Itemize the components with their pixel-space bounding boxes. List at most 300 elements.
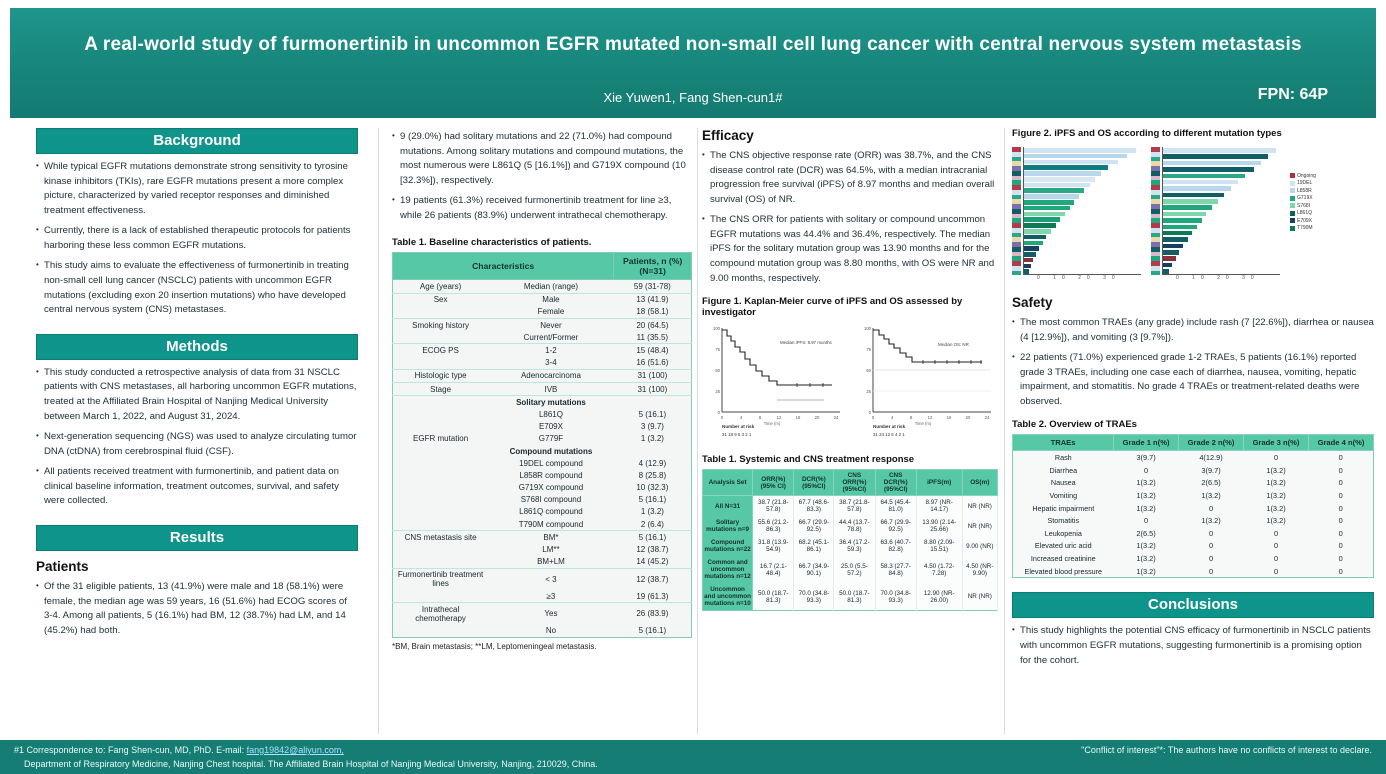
- svg-text:75: 75: [866, 347, 871, 353]
- svg-text:25: 25: [866, 389, 871, 395]
- ipfs-cell: 8.97 (NR-14.17): [916, 496, 962, 517]
- characteristic-cell: [393, 506, 489, 518]
- subcategory-cell: IVB: [488, 382, 614, 395]
- legend-item: [1290, 195, 1316, 201]
- analysis-set-cell: All N=31: [703, 496, 753, 517]
- analysis-set-cell: Uncommon and uncommon mutations n=10: [703, 583, 753, 611]
- swimmer-bar: [1024, 194, 1079, 199]
- svg-text:100: 100: [713, 326, 720, 332]
- legend-label: 19DEL: [1297, 180, 1313, 186]
- value-cell: 14 (45.2): [636, 557, 669, 567]
- cns-orr-cell: 36.4 (17.2-59.3): [834, 536, 875, 556]
- swimmer-bar: [1163, 161, 1261, 166]
- svg-text:25: 25: [715, 389, 720, 395]
- grade1-cell: 1(3.2): [1136, 541, 1156, 551]
- legend-item: [1290, 203, 1316, 209]
- legend-item: [1290, 218, 1316, 224]
- characteristic-cell: ECOG PS: [393, 344, 489, 357]
- svg-text:4: 4: [739, 415, 743, 421]
- value-cell: 5 (16.1): [638, 625, 667, 635]
- efficacy-bullets: [702, 149, 998, 286]
- swimmer-bar: [1163, 231, 1192, 236]
- column-baseline-table: [392, 128, 692, 734]
- cns-dcr-cell: 63.6 (40.7-82.8): [875, 536, 916, 556]
- value-cell: 31 (100): [614, 369, 692, 382]
- column-divider-3: [1004, 128, 1005, 734]
- svg-text:4: 4: [890, 415, 894, 421]
- subcategory-cell: Solitary mutations: [488, 396, 614, 409]
- col-traes: TRAEs: [1013, 435, 1114, 451]
- km-plot-os: [853, 322, 998, 444]
- col-cns-dcr: CNS DCR(%) (95%CI): [875, 470, 916, 496]
- table-row: [393, 331, 692, 344]
- ipfs-cell: 8.80 (2.09-15.51): [916, 536, 962, 556]
- trae-name-cell: Diarrhea: [1049, 465, 1078, 475]
- grade4-cell: 0: [1338, 528, 1343, 538]
- legend-label: S768I: [1297, 202, 1311, 209]
- subcategory-cell: BM+LM: [537, 557, 565, 567]
- legend-label: T790M: [1297, 225, 1313, 231]
- characteristic-cell: [393, 543, 489, 555]
- analysis-set-cell: Solitary mutations n=9: [703, 516, 753, 536]
- methods-bullet: • All patients received treatment with furmonertinib, and patient data on clinical baseline information, treatment outcomes, survival, and safety were collected.: [36, 465, 358, 509]
- table-row: [393, 344, 692, 357]
- subcategory-cell: Never: [488, 319, 614, 332]
- cns-orr-cell: 25.0 (5.5-57.2): [834, 556, 875, 583]
- table-row: [393, 531, 692, 544]
- table-row: [393, 543, 692, 555]
- dcr-cell: 67.7 (48.6-83.3): [794, 496, 834, 517]
- poster-footer: [0, 740, 1386, 774]
- results-section-header: Results: [36, 525, 358, 551]
- grade3-cell: 1(3.2): [1266, 516, 1286, 526]
- grade2-cell: 3(9.7): [1201, 465, 1221, 475]
- trae-table-header-row: [1013, 435, 1374, 451]
- value-cell: 26 (83.9): [614, 603, 692, 625]
- grade4-cell: 0: [1338, 516, 1343, 526]
- svg-text:20: 20: [814, 415, 820, 421]
- characteristic-cell: [393, 494, 489, 506]
- patients-bullet: • Of the 31 eligible patients, 13 (41.9%) were male and 18 (58.1%) were female, the median age was 59 years, 16 (51.6%) had ECOG scores of 3-4. Among all patients, 5 (16.1%) had BM, 12 (38.7%) had LM, and 14 (45.2%) had both.: [36, 580, 358, 638]
- subcategory-cell: ≥3: [546, 591, 556, 601]
- value-cell: 12 (38.7): [614, 568, 692, 590]
- safety-bullet: • The most common TRAEs (any grade) include rash (7 [22.6%]), diarrhea or nausea (4 [12.9%]), and vomiting (3 [9.7%]).: [1012, 316, 1374, 345]
- cns-dcr-cell: 70.0 (34.8-93.3): [875, 583, 916, 611]
- grade4-cell: 0: [1338, 554, 1343, 564]
- ipfs-cell: 4.50 (1.72-7.28): [916, 556, 962, 583]
- table-row: [393, 506, 692, 518]
- subcategory-cell: L861Q compound: [519, 507, 583, 517]
- grade3-cell: 1(3.2): [1266, 491, 1286, 501]
- characteristic-cell: [393, 331, 489, 344]
- patients-subheading: Patients: [36, 558, 89, 574]
- legend-swatch-icon: [1290, 173, 1295, 178]
- table-row: [703, 516, 998, 536]
- table-row: [393, 369, 692, 382]
- km-ipfs-at-risk: 31 18 9 5 3 2 1: [722, 432, 752, 438]
- os-cell: 9.00 (NR): [962, 536, 997, 556]
- table-row: [1013, 464, 1374, 477]
- swimmer-bar: [1024, 171, 1101, 176]
- subcategory-cell: S768I compound: [520, 495, 582, 505]
- swimmer-bar: [1163, 263, 1172, 268]
- characteristic-cell: [393, 306, 489, 319]
- swimmer-bar: [1163, 256, 1176, 261]
- grade4-cell: 0: [1338, 541, 1343, 551]
- dcr-cell: 70.0 (34.8-93.3): [794, 583, 834, 611]
- table-row: [393, 408, 692, 420]
- os-bars: [1162, 147, 1280, 275]
- swimmer-bar: [1024, 177, 1095, 182]
- table-row: [393, 280, 692, 293]
- col-analysis-set: Analysis Set: [703, 470, 753, 496]
- response-table-caption: Table 1. Systemic and CNS treatment response: [702, 454, 915, 466]
- conclusions-section-header: Conclusions: [1012, 592, 1374, 618]
- characteristic-cell: [393, 481, 489, 493]
- swimmer-bar: [1163, 193, 1224, 198]
- swimmer-bar: [1163, 174, 1245, 179]
- table-row: [393, 457, 692, 469]
- legend-item: [1290, 180, 1316, 186]
- col-ipfs: iPFS(m): [916, 470, 962, 496]
- subcategory-cell: Adenocarcinoma: [488, 369, 614, 382]
- subcategory-cell: 1-2: [488, 344, 614, 357]
- legend-swatch-icon: [1290, 218, 1295, 223]
- characteristic-cell: Furmonertinib treatment lines: [393, 568, 489, 590]
- value-cell: 8 (25.8): [638, 470, 667, 480]
- response-table-header-row: [703, 470, 998, 496]
- results-bullet: • 9 (29.0%) had solitary mutations and 22 (71.0%) had compound mutations. Among solitary mutations and compound mutations, the most numerous were L861Q (5 [16.1%]) and G719X compound (10 [32.3%]), respectively.: [392, 130, 692, 188]
- orr-cell: 50.0 (18.7-81.3): [753, 583, 794, 611]
- swimmer-bar: [1163, 167, 1254, 172]
- svg-text:16: 16: [946, 415, 952, 421]
- subcategory-cell: Current/Former: [523, 332, 579, 342]
- value-cell: 31 (100): [614, 382, 692, 395]
- svg-text:24: 24: [984, 415, 990, 421]
- dcr-cell: 68.2 (45.1-86.1): [794, 536, 834, 556]
- trae-name-cell: Hepatic impairment: [1032, 503, 1095, 513]
- grade1-cell: 1(3.2): [1136, 566, 1156, 576]
- figure2-ipfs-panel: [1012, 143, 1141, 285]
- table-row: [393, 469, 692, 481]
- trae-name-cell: Leukopenia: [1044, 528, 1082, 538]
- grade1-cell: 1(3.2): [1136, 503, 1156, 513]
- baseline-header-characteristics: Characteristics: [393, 253, 614, 280]
- figure2-os-panel: [1151, 143, 1280, 285]
- value-cell: 16 (51.6): [636, 358, 669, 368]
- correspondence-line: [14, 745, 344, 755]
- grade3-cell: 0: [1273, 566, 1279, 576]
- legend-item: [1290, 173, 1316, 179]
- value-cell: 20 (64.5): [614, 319, 692, 332]
- baseline-header-patients: Patients, n (%) (N=31): [614, 253, 692, 280]
- subcategory-cell: 3-4: [545, 358, 557, 368]
- swimmer-bar: [1163, 148, 1276, 153]
- grade4-cell: 0: [1338, 566, 1343, 576]
- value-cell: 18 (58.1): [636, 307, 669, 317]
- table-row: [703, 583, 998, 611]
- col-orr: ORR(%) (95% CI): [753, 470, 794, 496]
- methods-bullets: [36, 366, 358, 509]
- efficacy-bullet: • The CNS objective response rate (ORR) was 38.7%, and the CNS disease control rate (DCR) was 64.5%, with a median intracranial progression free survival (iPFS) of 8.97 months and median overall survival (OS) of NR.: [702, 149, 998, 207]
- background-bullet: • While typical EGFR mutations demonstrate strong sensitivity to tyrosine kinase inhibitors (TKIs), rare EGFR mutations present a more complex picture, characterized by varied receptor responses and diminished treatment effectiveness.: [36, 160, 358, 218]
- grade3-cell: 1(3.2): [1266, 478, 1286, 488]
- table-row: [393, 481, 692, 493]
- swimmer-bar: [1024, 188, 1084, 193]
- grade2-cell: 0: [1208, 541, 1214, 551]
- background-bullet: • Currently, there is a lack of established therapeutic protocols for patients harboring these less common EGFR mutations.: [36, 224, 358, 253]
- baseline-table-footnote: *BM, Brain metastasis; **LM, Leptomeningeal metastasis.: [392, 641, 597, 651]
- mutation-annotation-strip: [1151, 147, 1160, 275]
- characteristic-cell: Stage: [393, 382, 489, 395]
- value-cell: 3 (9.7): [640, 422, 664, 432]
- value-cell: 12 (38.7): [636, 545, 669, 554]
- os-cell: NR (NR): [962, 516, 997, 536]
- swimmer-bar: [1163, 212, 1206, 217]
- email-link[interactable]: fang19842@aliyun.com,: [246, 745, 344, 755]
- swimmer-bar: [1024, 241, 1043, 246]
- swimmer-bar: [1163, 269, 1169, 274]
- swimmer-bar: [1163, 205, 1212, 210]
- os-axis-ticks: 0 10 20 30: [1176, 275, 1260, 281]
- table-row: [1013, 527, 1374, 540]
- characteristic-cell: Histologic type: [393, 369, 489, 382]
- value-cell: 5 (16.1): [638, 495, 667, 505]
- km-ipfs-xlabel: Time (m): [763, 421, 781, 427]
- swimmer-bar: [1024, 229, 1051, 234]
- grade4-cell: 0: [1338, 465, 1343, 475]
- subcategory-cell: Male: [488, 293, 614, 306]
- subcategory-cell: T790M compound: [518, 519, 584, 529]
- km-plot-ipfs: [702, 322, 847, 444]
- table-row: [1013, 489, 1374, 502]
- value-cell: 5 (16.1): [638, 409, 667, 419]
- subcategory-cell: No: [545, 625, 557, 635]
- value-cell: [614, 445, 692, 457]
- grade4-cell: 0: [1338, 503, 1343, 513]
- table-row: [393, 396, 692, 409]
- swimmer-bar: [1163, 237, 1188, 242]
- table-row: [1013, 540, 1374, 553]
- legend-label: Ongoing: [1297, 172, 1316, 179]
- grade2-cell: 0: [1208, 503, 1214, 513]
- swimmer-bar: [1024, 258, 1033, 263]
- col-grade2: Grade 2 n(%): [1179, 435, 1244, 451]
- ipfs-bars: [1023, 147, 1141, 275]
- column-background-methods-results: [36, 128, 358, 734]
- poster-banner: [10, 8, 1376, 118]
- trae-name-cell: Rash: [1054, 453, 1072, 463]
- grade2-cell: 0: [1208, 528, 1214, 538]
- swimmer-bar: [1163, 250, 1179, 255]
- legend-label: L861Q: [1297, 210, 1313, 216]
- characteristic-cell: [393, 624, 489, 637]
- affiliation-line: Department of Respiratory Medicine, Nanjing Chest hospital. The Affiliated Brain Hospital of Nanjing Medical University, Nanjing, 210029, China.: [24, 759, 598, 769]
- cns-dcr-cell: 66.7 (29.9-92.5): [875, 516, 916, 536]
- svg-text:50: 50: [866, 368, 871, 374]
- poster-authors: Xie Yuwen1, Fang Shen-cun1#: [603, 90, 783, 105]
- table-row: [1013, 451, 1374, 464]
- table-row: [393, 518, 692, 531]
- baseline-characteristics-table: [392, 252, 692, 637]
- value-cell: 11 (35.5): [636, 332, 669, 342]
- grade4-cell: 0: [1338, 453, 1343, 463]
- table-row: [393, 293, 692, 306]
- swimmer-bar: [1163, 225, 1197, 230]
- grade2-cell: 0: [1208, 566, 1214, 576]
- value-cell: 59 (31-78): [614, 280, 692, 293]
- table-row: [393, 319, 692, 332]
- col-grade3: Grade 3 n(%): [1244, 435, 1309, 451]
- column-efficacy: [702, 128, 998, 734]
- swimmer-bar: [1024, 183, 1090, 188]
- baseline-table-header-row: [393, 253, 692, 280]
- grade2-cell: 1(3.2): [1201, 516, 1221, 526]
- swimmer-bar: [1024, 269, 1029, 274]
- table-row: [393, 433, 692, 445]
- svg-text:0: 0: [871, 415, 875, 421]
- legend-label: E709X: [1297, 217, 1313, 224]
- svg-text:0: 0: [717, 410, 720, 416]
- trae-table: [1012, 434, 1374, 578]
- svg-text:20: 20: [965, 415, 971, 421]
- characteristic-cell: Smoking history: [393, 319, 489, 332]
- swimmer-bar: [1024, 217, 1060, 222]
- table-row: [393, 603, 692, 625]
- legend-swatch-icon: [1290, 211, 1295, 216]
- methods-bullet: • This study conducted a retrospective analysis of data from 31 NSCLC patients with CNS metastases, all harboring uncommon EGFR mutations, treated at the Affiliated Brain Hospital of Nanjing Medical University between March 1, 2022, and August 31, 2024.: [36, 366, 358, 424]
- swimmer-bar: [1024, 223, 1056, 228]
- number-at-risk-label: Number at risk: [873, 424, 906, 430]
- efficacy-subheading: Efficacy: [702, 128, 754, 143]
- value-cell: 4 (12.9): [638, 458, 667, 468]
- legend-swatch-icon: [1290, 196, 1295, 201]
- cns-orr-cell: 38.7 (21.8-57.8): [834, 496, 875, 517]
- swimmer-bar: [1024, 252, 1036, 257]
- safety-bullet: • 22 patients (71.0%) experienced grade 1-2 TRAEs, 5 patients (16.1%) reported grade 3 TRAEs, including one case each of diarrhea, nausea, vomiting, hepatic impairment, and stomatitis. No grade 4 TRAEs or treatment-related deaths were observed.: [1012, 351, 1374, 409]
- grade3-cell: 1(3.2): [1266, 465, 1286, 475]
- trae-name-cell: Nausea: [1050, 478, 1076, 488]
- grade3-cell: 1(3.2): [1266, 503, 1286, 513]
- os-cell: 4.50 (NR-9.90): [962, 556, 997, 583]
- characteristic-cell: CNS metastasis site: [393, 531, 489, 544]
- swimmer-bar: [1163, 244, 1183, 249]
- swimmer-bar: [1163, 218, 1202, 223]
- table-row: [393, 590, 692, 603]
- value-cell: 2 (6.4): [640, 519, 664, 529]
- number-at-risk-label: Number at risk: [722, 424, 755, 430]
- swimmer-bar: [1163, 199, 1218, 204]
- svg-text:75: 75: [715, 347, 720, 353]
- characteristic-cell: [393, 396, 489, 409]
- os-cell: NR (NR): [962, 496, 997, 517]
- figure2-swimmer-plots: [1012, 143, 1374, 285]
- swimmer-bar: [1024, 246, 1039, 251]
- cns-dcr-cell: 58.3 (27.7-84.8): [875, 556, 916, 583]
- characteristic-cell: [393, 421, 489, 433]
- orr-cell: 31.8 (13.9-54.9): [753, 536, 794, 556]
- trae-name-cell: Increased creatinine: [1030, 554, 1096, 564]
- svg-text:12: 12: [776, 415, 782, 421]
- grade1-cell: 1(3.2): [1136, 554, 1156, 564]
- value-cell: 15 (48.4): [614, 344, 692, 357]
- svg-text:100: 100: [864, 326, 871, 332]
- swimmer-bar: [1024, 235, 1046, 240]
- trae-table-caption: Table 2. Overview of TRAEs: [1012, 419, 1137, 431]
- legend-item: [1290, 225, 1316, 231]
- ipfs-axis-ticks: 0 10 20 30: [1037, 275, 1121, 281]
- table-row: [703, 556, 998, 583]
- grade3-cell: 0: [1273, 554, 1279, 564]
- swimmer-bar: [1163, 154, 1268, 159]
- svg-text:16: 16: [795, 415, 801, 421]
- table-row: [703, 496, 998, 517]
- table-row: [393, 382, 692, 395]
- characteristic-cell: [393, 556, 489, 569]
- legend-item: [1290, 210, 1316, 216]
- response-table: [702, 469, 998, 611]
- swimmer-bar: [1024, 200, 1074, 205]
- subcategory-cell: L858R compound: [519, 470, 583, 480]
- results-bullet: • 19 patients (61.3%) received furmonertinib treatment for line ≥3, while 26 patients (83.9%) underwent intrathecal chemotherapy.: [392, 194, 692, 223]
- svg-text:8: 8: [758, 415, 762, 421]
- ipfs-cell: 12.90 (NR-26.00): [916, 583, 962, 611]
- characteristic-cell: [393, 408, 489, 420]
- orr-cell: 55.6 (21.2-86.3): [753, 516, 794, 536]
- mutation-annotation-strip: [1012, 147, 1021, 275]
- figure2-caption: Figure 2. iPFS and OS according to different mutation types: [1012, 128, 1282, 139]
- subcategory-cell: Female: [537, 307, 565, 317]
- methods-section-header: Methods: [36, 334, 358, 360]
- characteristic-cell: [393, 457, 489, 469]
- legend-label: G719X: [1297, 195, 1313, 201]
- characteristic-cell: [393, 469, 489, 481]
- grade3-cell: 0: [1273, 453, 1279, 463]
- conclusions-bullets: [1012, 624, 1374, 668]
- table-row: [393, 445, 692, 457]
- cns-dcr-cell: 64.5 (45.4-81.0): [875, 496, 916, 517]
- swimmer-bar: [1024, 160, 1118, 165]
- km-ipfs-annotation: Median iPFS: 8.97 months: [780, 340, 832, 346]
- characteristic-cell: [393, 590, 489, 603]
- characteristic-cell: [393, 445, 489, 457]
- grade1-cell: 0: [1144, 465, 1149, 475]
- subcategory-cell: E709X: [538, 422, 563, 432]
- col-cns-orr: CNS ORR(%) (95%CI): [834, 470, 875, 496]
- grade3-cell: 0: [1273, 528, 1279, 538]
- legend-item: [1290, 188, 1316, 194]
- svg-text:0: 0: [868, 410, 871, 416]
- safety-subheading: Safety: [1012, 295, 1053, 310]
- subcategory-cell: 19DEL compound: [519, 458, 583, 468]
- col-grade1: Grade 1 n(%): [1114, 435, 1179, 451]
- swimmer-bar: [1163, 186, 1231, 191]
- value-cell: 10 (32.3): [636, 483, 669, 493]
- conflict-of-interest-statement: "Conflict of interest"*: The authors have no conflicts of interest to declare.: [1081, 745, 1372, 755]
- column-divider-1: [378, 128, 379, 734]
- subcategory-cell: LM**: [542, 545, 560, 554]
- trae-name-cell: Vomiting: [1049, 491, 1078, 501]
- characteristic-cell: EGFR mutation: [413, 434, 469, 444]
- analysis-set-cell: Common and uncommon mutations n=12: [703, 556, 753, 583]
- baseline-table-caption: Table 1. Baseline characteristics of patients.: [392, 237, 592, 249]
- orr-cell: 38.7 (21.8-57.8): [753, 496, 794, 517]
- background-section-header: Background: [36, 128, 358, 154]
- subcategory-cell: BM*: [488, 531, 614, 544]
- value-cell: 19 (61.3): [636, 591, 669, 601]
- methods-bullet: • Next-generation sequencing (NGS) was used to analyze circulating tumor DNA (ctDNA) from cerebrospinal fluid (CSF).: [36, 430, 358, 459]
- dcr-cell: 66.7 (29.9-92.5): [794, 516, 834, 536]
